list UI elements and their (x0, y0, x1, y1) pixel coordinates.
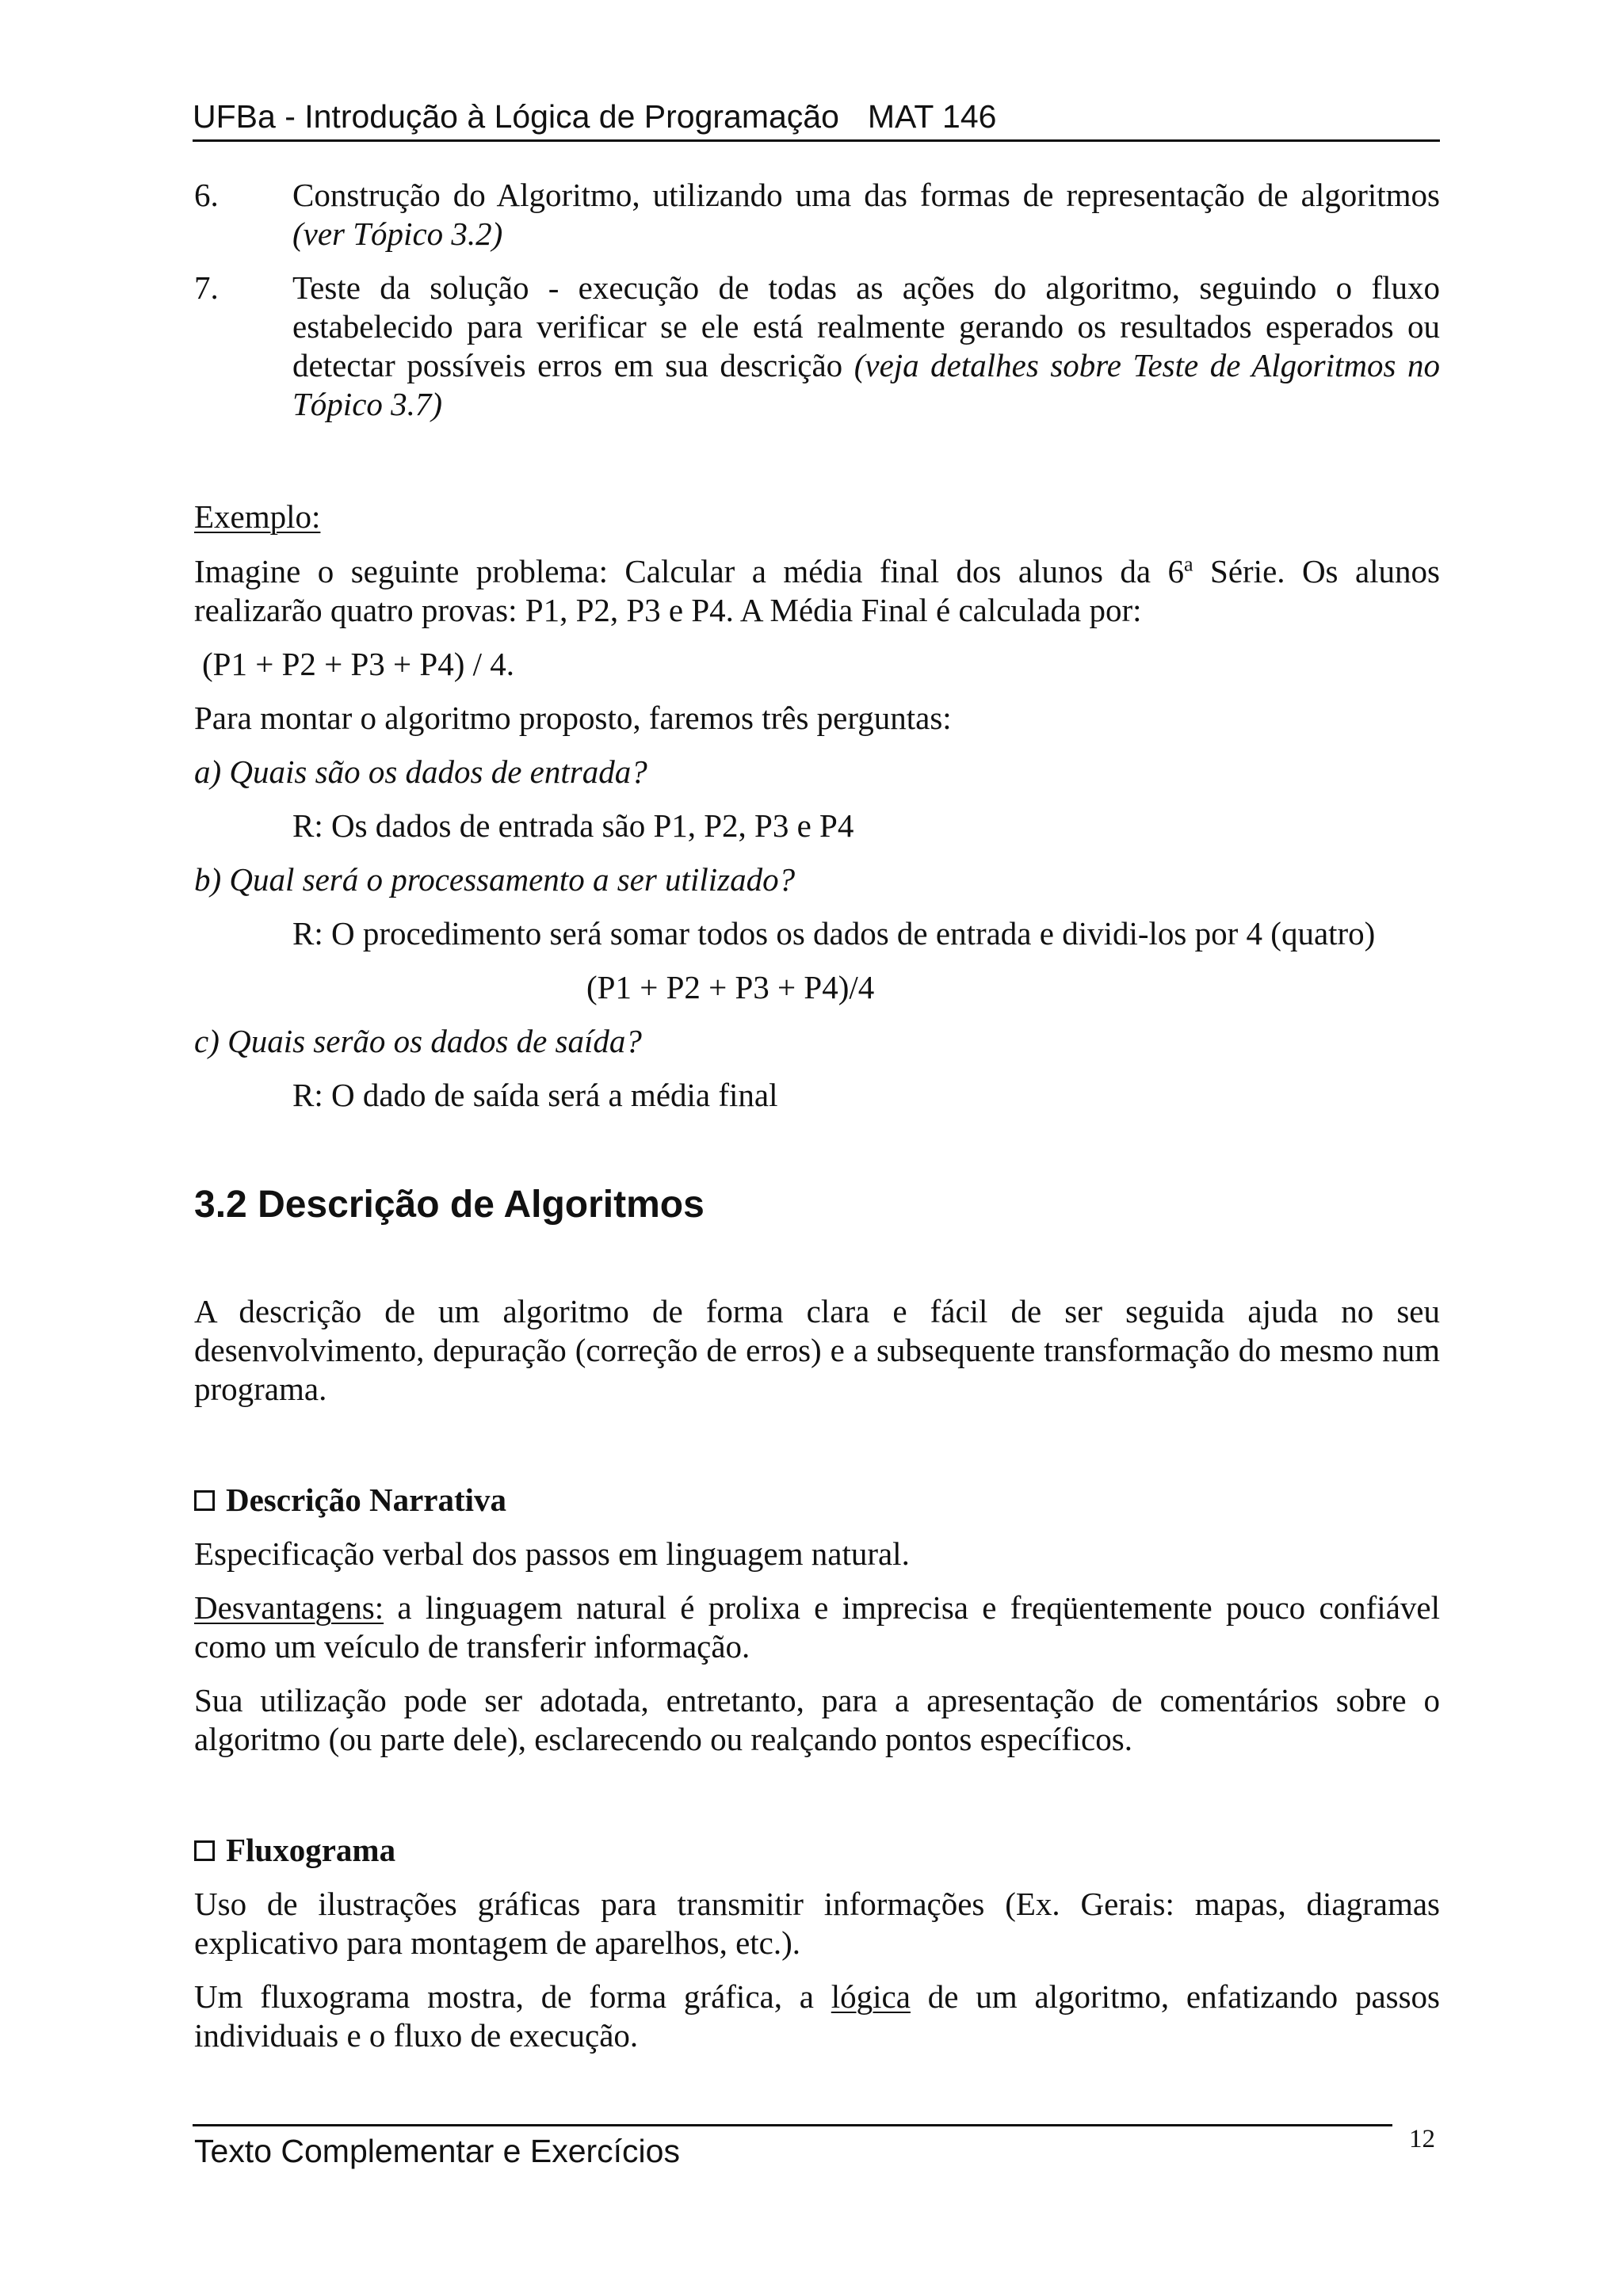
example-label: Exemplo: (194, 498, 321, 535)
page-number: 12 (1409, 2125, 1435, 2153)
question-b: b) Qual será o processamento a ser utilizado? (194, 861, 796, 898)
footer-text: Texto Complementar e Exercícios (194, 2133, 680, 2169)
step-number: 6. (194, 177, 219, 213)
header-course: UFBa - Introdução à Lógica de Programação (193, 98, 839, 135)
fluxograma-definition: Uso de ilustrações gráficas para transmitir informações (Ex. Gerais: mapas, diagramas explicativo para montagem de aparelhos, etc.). (194, 1886, 1440, 1961)
footer-rule (193, 2124, 1392, 2126)
step-text: Construção do Algoritmo, utilizando uma das formas de representação de algoritmos (292, 177, 1440, 213)
page-content (194, 176, 1440, 2055)
page-header (193, 95, 1440, 142)
question-c: c) Quais serão os dados de saída? (194, 1023, 642, 1059)
answer-b-formula: (P1 + P2 + P3 + P4)/4 (586, 969, 875, 1005)
checkbox-bullet-icon (194, 1840, 215, 1861)
step-number: 7. (194, 269, 219, 306)
narrativa-usage: Sua utilização pode ser adotada, entretanto, para a apresentação de comentários sobre o algoritmo (ou parte dele), esclarecendo ou realçando pontos específicos. (194, 1682, 1440, 1757)
answer-a: R: Os dados de entrada são P1, P2, P3 e P4 (292, 807, 854, 844)
step-reference: (ver Tópico 3.2) (292, 215, 503, 252)
example-formula: (P1 + P2 + P3 + P4) / 4. (202, 646, 515, 682)
fluxograma-description: Um fluxograma mostra, de forma gráfica, a lógica de um algoritmo, enfatizando passos individuais e o fluxo de execução. (194, 1978, 1441, 2054)
step-7 (194, 269, 1440, 424)
superscript: a (1184, 552, 1193, 576)
step-6 (194, 176, 1440, 254)
header-code: MAT 146 (867, 98, 997, 135)
question-a: a) Quais são os dados de entrada? (194, 753, 647, 790)
narrativa-definition: Especificação verbal dos passos em linguagem natural. (194, 1535, 910, 1572)
disadvantages-label: Desvantagens: (194, 1589, 384, 1626)
subsection-fluxograma-title: Fluxograma (194, 1831, 1440, 1870)
subsection-narrativa-title: Descrição Narrativa (194, 1481, 1440, 1520)
example-lead: Para montar o algoritmo proposto, faremos três perguntas: (194, 700, 952, 736)
answer-c: R: O dado de saída será a média final (292, 1077, 778, 1113)
section-intro: A descrição de um algoritmo de forma clara e fácil de ser seguida ajuda no seu desenvolvimento, depuração (correção de erros) e a subsequente transformação do mesmo num programa. (194, 1293, 1440, 1407)
example-intro: Imagine o seguinte problema: Calcular a média final dos alunos da 6$^a$ Série. Os alunos realizarão quatro provas: P1, P2, P3 e P4. A Média Final é calculada por: (194, 552, 1440, 628)
checkbox-bullet-icon (194, 1490, 215, 1511)
logica-underlined: lógica (831, 1978, 911, 2015)
step-reference: (veja detalhes sobre Teste de Algoritmos no Tópico 3.7) (292, 347, 1440, 422)
step-text: Teste da solução - execução de todas as ações do algoritmo, seguindo o fluxo estabelecido para verificar se ele está realmente gerando os resultados esperados ou detectar possíveis erros em sua descrição (292, 269, 1440, 383)
answer-b: R: O procedimento será somar todos os dados de entrada e dividi-los por 4 (quatro) (292, 915, 1376, 952)
narrativa-disadvantages: Desvantagens: a linguagem natural é prolixa e imprecisa e freqüentemente pouco confiável como um veículo de transferir informação. (194, 1589, 1440, 1665)
section-heading: 3.2 Descrição de Algoritmos (194, 1184, 705, 1226)
